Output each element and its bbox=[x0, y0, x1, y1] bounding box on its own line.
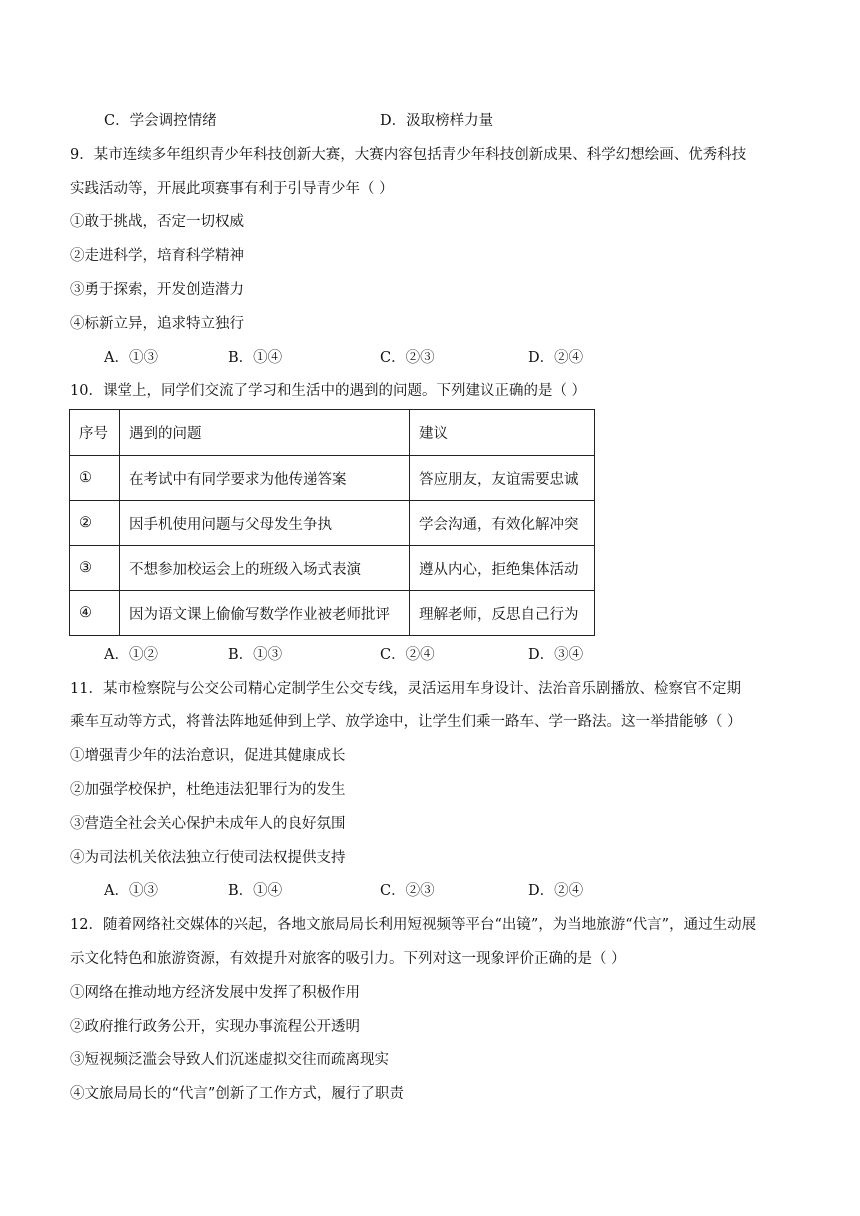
q10-row3-advice: 遵从内心，拒绝集体活动 bbox=[410, 546, 595, 591]
q11-item-1: ①增强青少年的法治意识，促进其健康成长 bbox=[70, 748, 346, 764]
q11-option-b: B．①④ bbox=[228, 883, 283, 899]
q11-item-4: ④为司法机关依法独立行使司法权提供支持 bbox=[70, 850, 346, 866]
q10-option-d: D．③④ bbox=[528, 647, 584, 663]
q8-option-c: C．学会调控情绪 bbox=[104, 113, 217, 129]
table-row bbox=[70, 591, 595, 636]
q11-option-c: C．②③ bbox=[380, 883, 435, 899]
q10-header-problem: 遇到的问题 bbox=[120, 410, 410, 456]
q9-item-4: ④标新立异，追求特立独行 bbox=[70, 316, 244, 332]
q12-item-3: ③短视频泛滥会导致人们沉迷虚拟交往而疏离现实 bbox=[70, 1052, 389, 1068]
q12-item-4: ④文旅局局长的“代言”创新了工作方式，履行了职责 bbox=[70, 1086, 404, 1102]
q10-row2-problem: 因手机使用问题与父母发生争执 bbox=[120, 501, 410, 546]
q10-row1-index: ① bbox=[70, 456, 120, 501]
q10-table-header-row bbox=[70, 410, 595, 456]
q9-option-c: C．②③ bbox=[380, 350, 435, 366]
q10-stem: 10．课堂上，同学们交流了学习和生活中的遇到的问题。下列建议正确的是（ ） bbox=[70, 383, 587, 399]
q10-row4-problem: 因为语文课上偷偷写数学作业被老师批评 bbox=[120, 591, 410, 636]
q10-option-a: A．①② bbox=[104, 647, 158, 663]
q9-option-d: D．②④ bbox=[528, 350, 584, 366]
q10-row4-advice: 理解老师，反思自己行为 bbox=[410, 591, 595, 636]
q10-table bbox=[69, 409, 595, 636]
q10-row3-index: ③ bbox=[70, 546, 120, 591]
q12-item-2: ②政府推行政务公开，实现办事流程公开透明 bbox=[70, 1019, 360, 1035]
q10-row1-advice: 答应朋友，友谊需要忠诚 bbox=[410, 456, 595, 501]
q9-item-2: ②走进科学，培育科学精神 bbox=[70, 248, 244, 264]
q9-option-a: A．①③ bbox=[104, 350, 158, 366]
table-row bbox=[70, 546, 595, 591]
q11-option-d: D．②④ bbox=[528, 883, 584, 899]
q9-stem-line2: 实践活动等，开展此项赛事有利于引导青少年（ ） bbox=[70, 181, 394, 197]
q11-item-3: ③营造全社会关心保护未成年人的良好氛围 bbox=[70, 816, 346, 832]
q10-option-b: B．①③ bbox=[228, 647, 283, 663]
table-row bbox=[70, 456, 595, 501]
q8-option-d: D．汲取榜样力量 bbox=[380, 113, 494, 129]
q10-row2-advice: 学会沟通，有效化解冲突 bbox=[410, 501, 595, 546]
q9-stem-line1: 9．某市连续多年组织青少年科技创新大赛，大赛内容包括青少年科技创新成果、科学幻想绘画、优秀科技 bbox=[70, 147, 747, 163]
q10-header-advice: 建议 bbox=[410, 410, 595, 456]
q10-row3-problem: 不想参加校运会上的班级入场式表演 bbox=[120, 546, 410, 591]
q12-stem-line2: 示文化特色和旅游资源，有效提升对旅客的吸引力。下列对这一现象评价正确的是（ ） bbox=[70, 951, 626, 967]
q9-item-1: ①敢于挑战，否定一切权威 bbox=[70, 214, 244, 230]
table-row bbox=[70, 501, 595, 546]
q9-item-3: ③勇于探索，开发创造潜力 bbox=[70, 282, 244, 298]
q12-stem-line1: 12．随着网络社交媒体的兴起，各地文旅局局长利用短视频等平台“出镜”，为当地旅游“代言”，通过生动展 bbox=[70, 917, 757, 933]
q11-stem-line2: 乘车互动等方式，将普法阵地延伸到上学、放学途中，让学生们乘一路车、学一路法。这一举措能够（ ） bbox=[70, 714, 742, 730]
q11-item-2: ②加强学校保护，杜绝违法犯罪行为的发生 bbox=[70, 782, 346, 798]
q10-option-c: C．②④ bbox=[380, 647, 435, 663]
q10-row1-problem: 在考试中有同学要求为他传递答案 bbox=[120, 456, 410, 501]
q11-stem-line1: 11．某市检察院与公交公司精心定制学生公交专线，灵活运用车身设计、法治音乐剧播放、检察官不定期 bbox=[70, 681, 741, 697]
q10-row2-index: ② bbox=[70, 501, 120, 546]
q10-row4-index: ④ bbox=[70, 591, 120, 636]
q9-option-b: B．①④ bbox=[228, 350, 283, 366]
q12-item-1: ①网络在推动地方经济发展中发挥了积极作用 bbox=[70, 985, 360, 1001]
q11-option-a: A．①③ bbox=[104, 883, 158, 899]
q10-header-index: 序号 bbox=[70, 410, 120, 456]
